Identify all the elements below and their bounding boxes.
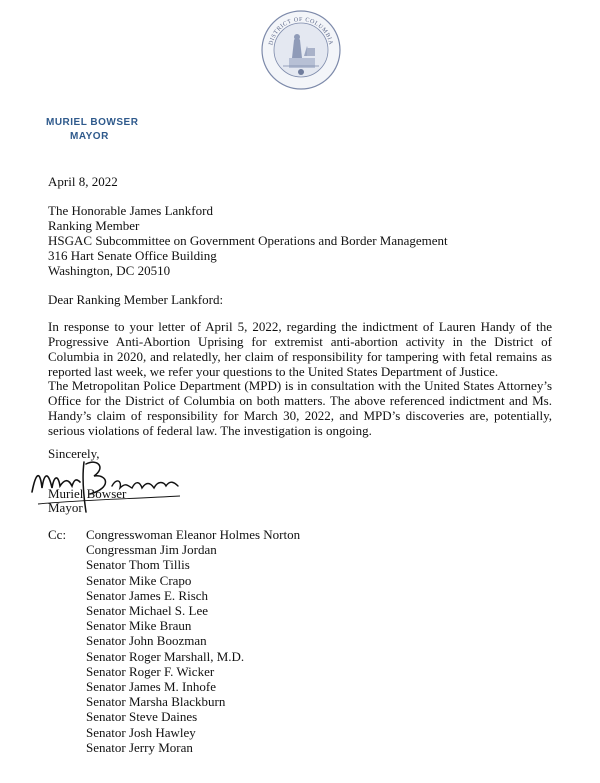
- cc-recipient: Senator Mike Crapo: [86, 572, 192, 588]
- seal-text: DISTRICT OF COLUMBIA: [268, 16, 334, 46]
- body-paragraph: In response to your letter of April 5, 2022, regarding the indictment of Lauren Handy of the Progressive Anti-Abortion Uprising for extremist anti-abortion activity in the District of Columbia in 2020, and relatedly, her claim of responsibility for tampering with fetal remains as reported last week, we refer your questions to the United States Department of Justice.: [48, 319, 552, 379]
- recipient-line: Ranking Member: [48, 218, 140, 233]
- cc-recipient: Senator Michael S. Lee: [86, 603, 209, 619]
- cc-recipient: Senator James M. Inhofe: [86, 679, 216, 695]
- recipient-line: 316 Hart Senate Office Building: [48, 248, 217, 263]
- cc-label: Cc:: [48, 527, 67, 542]
- letter-date: April 8, 2022: [48, 174, 118, 189]
- cc-recipient: Congresswoman Eleanor Holmes Norton: [86, 527, 301, 542]
- signer-title: Mayor: [48, 500, 83, 515]
- cc-recipient: Senator Roger Marshall, M.D.: [86, 648, 245, 664]
- cc-recipient: Congressman Jim Jordan: [86, 542, 217, 558]
- letterhead-name: MURIEL BOWSER: [46, 117, 139, 128]
- cc-recipient: Senator John Boozman: [86, 633, 207, 649]
- cc-recipient: Senator Roger F. Wicker: [86, 663, 215, 679]
- cc-list: [86, 527, 300, 755]
- letterhead-title: MAYOR: [70, 131, 109, 142]
- cc-recipient: Senator Steve Daines: [86, 709, 198, 725]
- signer-name: Muriel Bowser: [48, 486, 127, 501]
- salutation: Dear Ranking Member Lankford:: [48, 292, 224, 307]
- recipient-line: The Honorable James Lankford: [48, 203, 213, 218]
- cc-recipient: Senator Marsha Blackburn: [86, 694, 226, 710]
- cc-recipient: Senator Mike Braun: [86, 618, 192, 634]
- cc-recipient: Senator Jerry Moran: [86, 739, 193, 755]
- recipient-line: Washington, DC 20510: [48, 263, 171, 278]
- cc-recipient: Senator Josh Hawley: [86, 724, 196, 740]
- district-seal: [261, 10, 341, 90]
- closing: Sincerely,: [48, 446, 100, 461]
- recipient-line: HSGAC Subcommittee on Government Operations and Border Management: [48, 233, 448, 248]
- cc-recipient: Senator Thom Tillis: [86, 557, 190, 573]
- body-paragraph: The Metropolitan Police Department (MPD) is in consultation with the United States Attorney’s Office for the District of Columbia on both matters. The above referenced indictment and Ms. Handy’s claim of responsibility for March 30, 2022, and MPD’s discoveries are, potentially, serious violations of federal law. The investigation is ongoing.: [48, 378, 552, 438]
- cc-recipient: Senator James E. Risch: [86, 587, 209, 603]
